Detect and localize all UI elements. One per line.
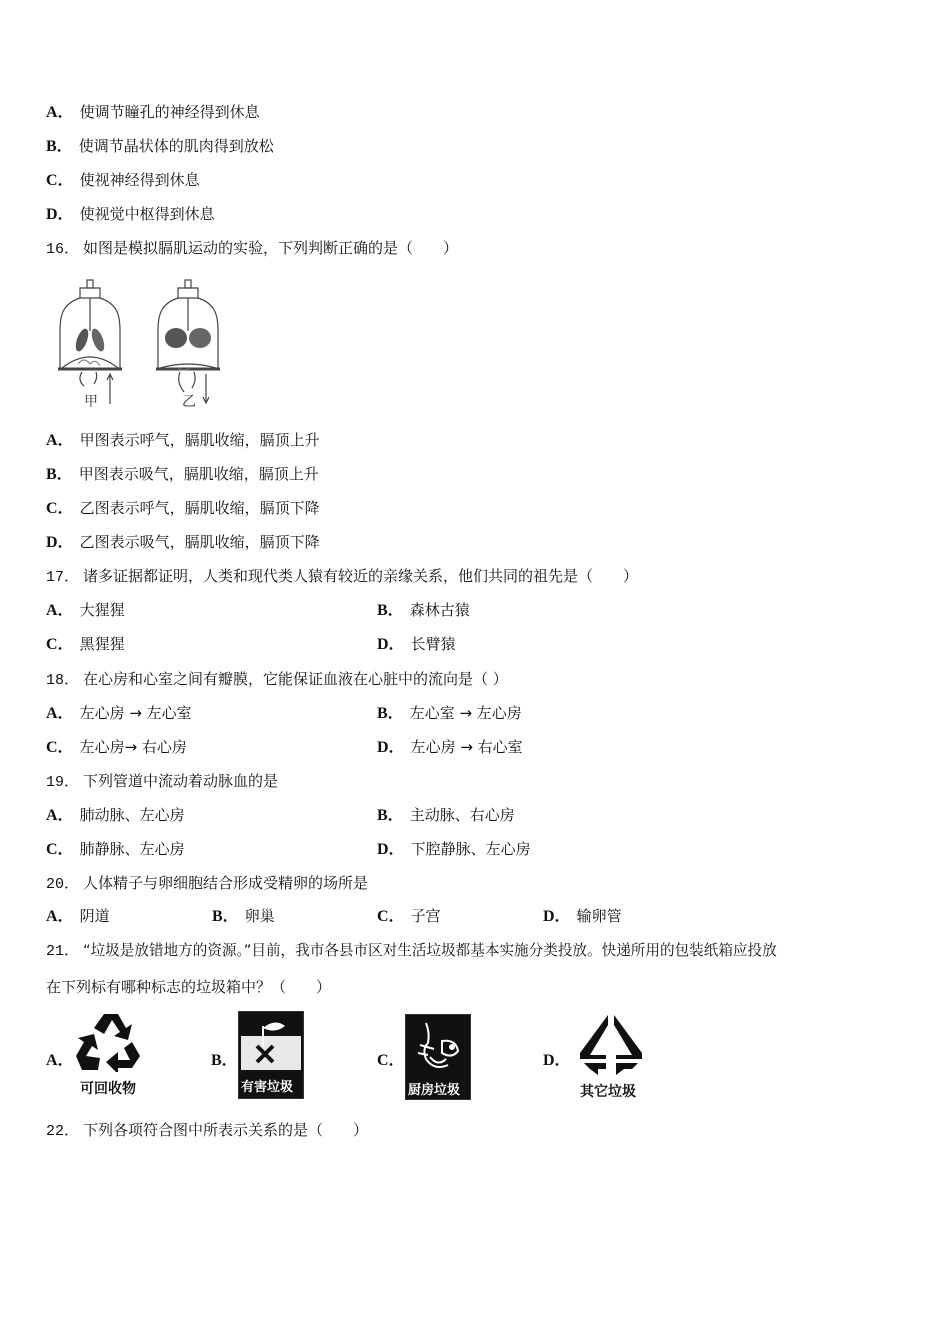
- option-text: 大猩猩: [79, 601, 125, 619]
- q17-option-c: [46, 634, 125, 655]
- question-text: “垃圾是放错地方的资源。”目前，我市各县市区对生活垃圾都基本实施分类投放。快递所用的包装纸箱应投放: [83, 942, 777, 959]
- question-text: 如图是模拟膈肌运动的实验，下列判断正确的是（ ）: [83, 239, 459, 257]
- question-text: 下列管道中流动着动脉血的是: [83, 772, 279, 790]
- option-label: C．: [377, 908, 405, 925]
- diaphragm-model-figure: [52, 276, 232, 411]
- option-text: 阴道: [79, 907, 110, 925]
- option-text: 乙图表示呼气，膈肌收缩，膈顶下降: [79, 499, 320, 517]
- q19-option-b: [377, 805, 515, 826]
- option-text: 黑猩猩: [79, 635, 125, 653]
- option-label: B．: [212, 908, 239, 925]
- option-label: C．: [46, 500, 74, 517]
- option-label: B．: [377, 602, 404, 619]
- option-label: C．: [46, 841, 74, 858]
- q16-option-b: [46, 464, 319, 485]
- option-label: A．: [46, 807, 74, 824]
- option-text: 甲图表示呼气，膈肌收缩，膈顶上升: [79, 431, 320, 449]
- q20-option-c: [377, 906, 441, 927]
- option-text: 甲图表示吸气，膈肌收缩，膈顶上升: [78, 465, 319, 483]
- option-label: B．: [46, 138, 73, 155]
- q19-stem: [46, 771, 278, 793]
- option-label: A．: [46, 432, 74, 449]
- question-text: 在心房和心室之间有瓣膜，它能保证血液在心脏中的流向是（ ）: [83, 670, 508, 688]
- q20-option-d: [543, 906, 622, 927]
- option-text: 卵巢: [244, 907, 275, 925]
- option-label: C．: [377, 1052, 405, 1069]
- q18-option-a: [46, 703, 192, 724]
- q22-stem: [46, 1120, 368, 1142]
- option-text: 子宫: [410, 907, 441, 925]
- option-label: B．: [211, 1052, 238, 1069]
- option-text: 使调节瞳孔的神经得到休息: [79, 103, 260, 121]
- kitchen-waste-icon: [412, 1019, 464, 1077]
- q21-stem-line2: [46, 977, 331, 997]
- question-number: 16．: [46, 241, 80, 258]
- option-label: D．: [46, 206, 74, 223]
- option-label: D．: [543, 908, 571, 925]
- question-number: 20．: [46, 876, 80, 893]
- option-label: D．: [377, 739, 405, 756]
- option-label: C．: [46, 172, 74, 189]
- q21-stem-line1: [46, 941, 777, 962]
- q20-option-b: [212, 906, 275, 927]
- option-label: B．: [46, 466, 73, 483]
- q16-stem: [46, 238, 458, 260]
- other-waste-sign: [576, 1013, 646, 1101]
- caption-yi: 乙: [182, 394, 196, 410]
- option-text: 长臂猿: [410, 635, 456, 653]
- q21-option-d-label: [543, 1050, 577, 1071]
- q18-option-b: [377, 703, 522, 724]
- q18-option-c: [46, 737, 187, 758]
- q18-option-d: [377, 737, 523, 758]
- q18-stem: [46, 669, 508, 691]
- q19-option-c: [46, 839, 185, 860]
- option-label: B．: [377, 705, 404, 722]
- option-text: 左心房 → 左心室: [79, 704, 192, 722]
- kitchen-waste-sign: [405, 1014, 471, 1100]
- option-text: 输卵管: [576, 907, 622, 925]
- option-label: C．: [46, 636, 74, 653]
- q16-option-c: [46, 498, 320, 519]
- q17-option-d: [377, 634, 456, 655]
- q17-option-a: [46, 600, 125, 621]
- q19-option-a: [46, 805, 185, 826]
- question-number: 18．: [46, 672, 80, 689]
- q15-option-c: [46, 170, 200, 191]
- option-label: A．: [46, 908, 74, 925]
- question-number: 21．: [46, 943, 80, 960]
- q17-option-b: [377, 600, 470, 621]
- option-text: 下腔静脉、左心房: [410, 840, 531, 858]
- option-label: D．: [377, 636, 405, 653]
- bell-jar-diagram-icon: [52, 276, 232, 411]
- option-label: A．: [46, 1052, 74, 1069]
- option-label: C．: [46, 739, 74, 756]
- option-text: 森林古猿: [409, 601, 470, 619]
- option-text: 肺静脉、左心房: [79, 840, 185, 858]
- option-text: 使视神经得到休息: [79, 171, 200, 189]
- q15-option-b: [46, 136, 274, 157]
- question-number: 17．: [46, 569, 80, 586]
- option-text: 主动脉、右心房: [409, 806, 515, 824]
- option-label: A．: [46, 705, 74, 722]
- option-text: 使视觉中枢得到休息: [79, 205, 215, 223]
- hazardous-waste-icon: [251, 1016, 291, 1066]
- question-number: 22．: [46, 1123, 80, 1140]
- q19-option-d: [377, 839, 531, 860]
- q17-stem: [46, 566, 638, 588]
- option-label: A．: [46, 104, 74, 121]
- q15-option-d: [46, 204, 215, 225]
- option-text: 使调节晶状体的肌肉得到放松: [78, 137, 274, 155]
- hazardous-waste-sign: [238, 1011, 304, 1099]
- q15-option-a: [46, 102, 260, 123]
- sign-text: 其它垃圾: [580, 1085, 636, 1100]
- sign-text: 可回收物: [80, 1082, 136, 1097]
- option-label: A．: [46, 602, 74, 619]
- option-text: 肺动脉、左心房: [79, 806, 185, 824]
- option-label: D．: [543, 1052, 571, 1069]
- option-label: B．: [377, 807, 404, 824]
- question-text: 诸多证据都证明，人类和现代类人猿有较近的亲缘关系，他们共同的祖先是（ ）: [83, 567, 639, 585]
- q20-stem: [46, 873, 368, 895]
- q20-option-a: [46, 906, 110, 927]
- caption-jia: 甲: [84, 394, 98, 410]
- option-text: 左心室 → 左心房: [409, 704, 522, 722]
- recycle-sign: [74, 1012, 146, 1100]
- question-text: 人体精子与卵细胞结合形成受精卵的场所是: [83, 874, 369, 892]
- q16-option-a: [46, 430, 320, 451]
- sign-text: 厨房垃圾: [408, 1082, 461, 1097]
- q16-option-d: [46, 532, 320, 553]
- option-text: 乙图表示吸气，膈肌收缩，膈顶下降: [79, 533, 320, 551]
- option-text: 左心房 → 右心室: [410, 738, 523, 756]
- option-label: D．: [46, 534, 74, 551]
- recycle-icon: [74, 1012, 146, 1072]
- question-text: 在下列标有哪种标志的垃圾箱中？（ ）: [46, 978, 332, 996]
- option-text: 左心房→ 右心房: [79, 738, 187, 756]
- sign-text: 有害垃圾: [241, 1079, 294, 1094]
- question-number: 19．: [46, 774, 80, 791]
- option-label: D．: [377, 841, 405, 858]
- other-waste-icon: [576, 1013, 646, 1077]
- question-text: 下列各项符合图中所表示关系的是（ ）: [83, 1121, 369, 1139]
